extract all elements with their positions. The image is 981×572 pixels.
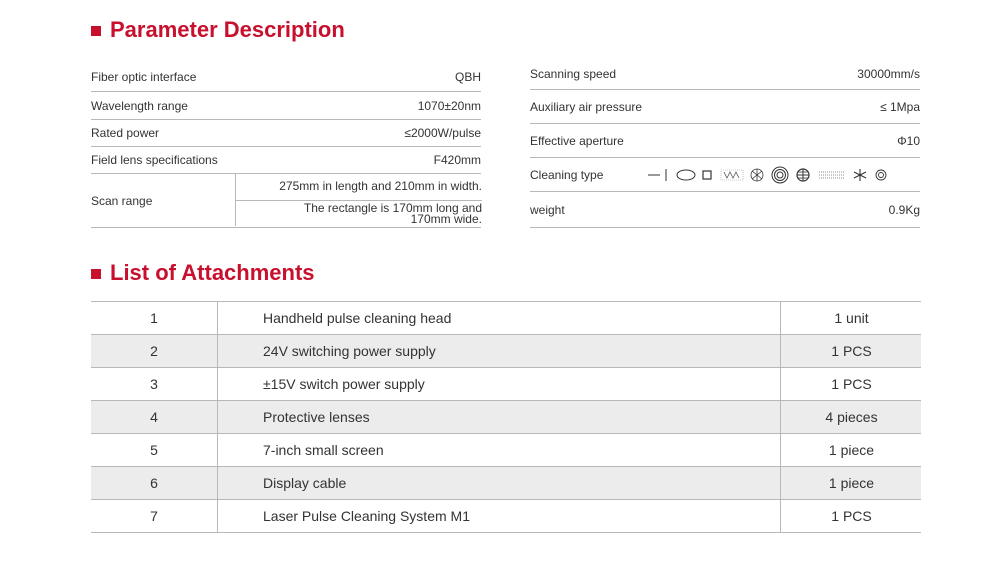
left-parameter-table (91, 62, 481, 228)
attachment-number: 1 (150, 310, 158, 326)
attachment-name: 24V switching power supply (217, 335, 781, 367)
param-label: Auxiliary air pressure (530, 99, 643, 114)
spiral-pattern-icon (770, 166, 794, 184)
attachment-name: Laser Pulse Cleaning System M1 (217, 500, 781, 532)
table-row (91, 335, 921, 368)
attachments-title-text: List of Attachments (110, 260, 315, 285)
square-pattern-icon (700, 168, 718, 182)
zigzag-pattern-icon (718, 168, 748, 182)
param-row (91, 62, 481, 92)
scan-range-line2: The rectangle is 170mm long and 170mm wide. (303, 201, 482, 226)
attachment-number: 2 (150, 343, 158, 359)
star-circle-pattern-icon (748, 167, 770, 183)
attachments-table (91, 301, 921, 533)
param-value: ≤ 1Mpa (880, 99, 920, 114)
right-parameter-table (530, 58, 920, 228)
param-value: 1070±20nm (417, 98, 481, 113)
ellipse-pattern-icon (674, 168, 700, 182)
attachment-quantity: 1 piece (828, 475, 875, 491)
param-value: QBH (454, 69, 481, 84)
title-square-icon (91, 269, 101, 279)
param-value: Φ10 (897, 133, 920, 148)
table-row (91, 302, 921, 335)
param-label: Cleaning type (530, 167, 604, 182)
attachment-name: ±15V switch power supply (217, 368, 781, 400)
attachment-name: Display cable (217, 467, 781, 499)
param-label: Field lens specifications (91, 153, 218, 167)
small-spiral-pattern-icon (872, 168, 890, 182)
param-label: Wavelength range (91, 98, 188, 113)
attachment-name: Protective lenses (217, 401, 781, 433)
attachment-quantity: 1 piece (828, 442, 875, 458)
cleaning-type-row (530, 158, 920, 192)
table-row (91, 401, 921, 434)
param-value: 30000mm/s (857, 66, 920, 81)
table-row (91, 500, 921, 533)
param-value: 0.9Kg (888, 202, 920, 217)
param-value: ≤2000W/pulse (404, 126, 481, 140)
param-label: Fiber optic interface (91, 69, 197, 84)
scan-range-line1: 275mm in length and 210mm in width. (279, 179, 482, 193)
parameter-section-title (91, 17, 345, 43)
param-label: weight (530, 202, 565, 217)
param-row (530, 124, 920, 158)
scan-range-row (91, 174, 481, 228)
asterisk-pattern-icon (850, 167, 872, 183)
cleaning-type-icons (646, 158, 890, 192)
grid-circle-pattern-icon (794, 167, 816, 183)
parameter-title-text: Parameter Description (110, 17, 345, 42)
param-row (91, 147, 481, 174)
line-pattern-icon (646, 168, 662, 182)
param-row (530, 90, 920, 124)
attachment-quantity: 1 unit (834, 310, 869, 326)
attachment-number: 6 (150, 475, 158, 491)
attachment-number: 4 (150, 409, 158, 425)
scan-range-values (235, 174, 482, 226)
table-row (91, 368, 921, 401)
attachment-quantity: 4 pieces (825, 409, 878, 425)
param-row (530, 192, 920, 228)
hatch-pattern-icon (816, 168, 850, 182)
param-row (91, 92, 481, 120)
table-row (91, 467, 921, 500)
param-row (91, 120, 481, 147)
attachments-section-title (91, 260, 315, 286)
param-label: Effective aperture (530, 133, 624, 148)
attachment-quantity: 1 PCS (831, 376, 872, 392)
param-label: Scanning speed (530, 66, 617, 81)
attachment-name: Handheld pulse cleaning head (217, 302, 781, 334)
param-label: Scan range (91, 194, 153, 208)
param-row (530, 58, 920, 90)
attachment-quantity: 1 PCS (831, 508, 872, 524)
vertical-line-pattern-icon (662, 168, 674, 182)
attachment-name: 7-inch small screen (217, 434, 781, 466)
attachment-number: 3 (150, 376, 158, 392)
title-square-icon (91, 26, 101, 36)
table-row (91, 434, 921, 467)
param-value: F420mm (433, 153, 481, 167)
attachment-number: 7 (150, 508, 158, 524)
attachment-number: 5 (150, 442, 158, 458)
attachment-quantity: 1 PCS (831, 343, 872, 359)
param-label: Rated power (91, 126, 160, 140)
